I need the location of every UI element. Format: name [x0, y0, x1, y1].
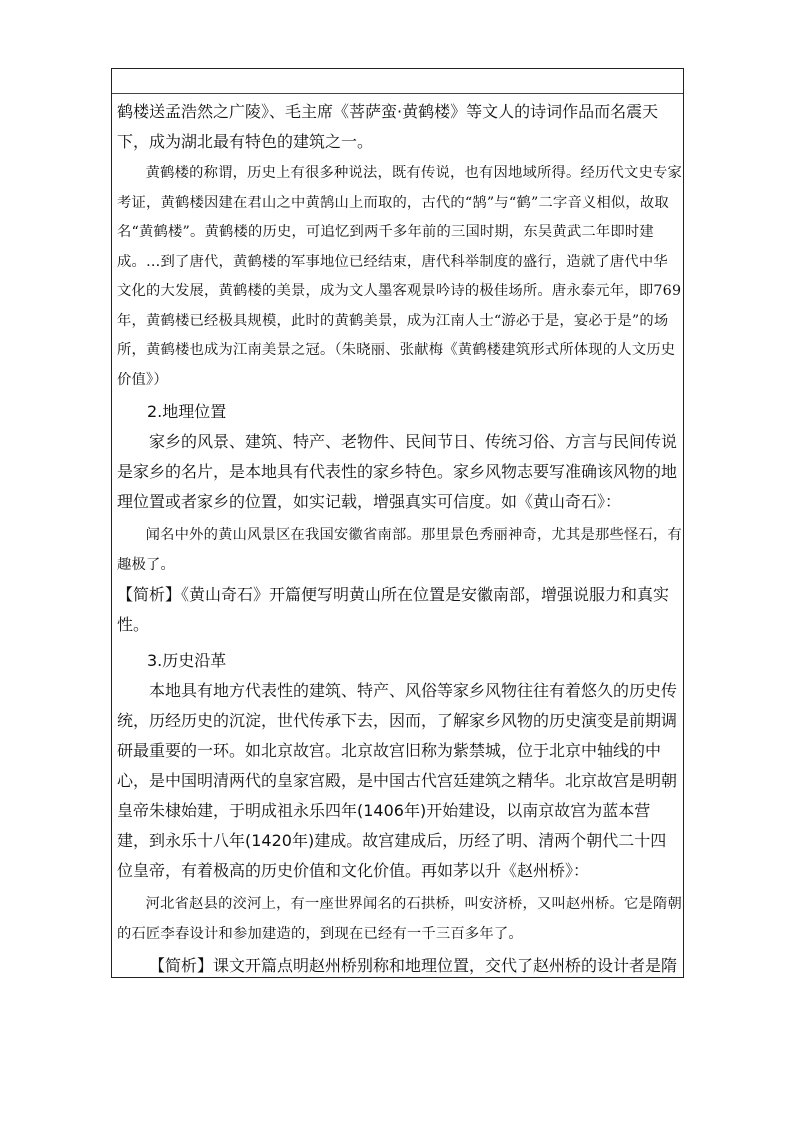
paragraph-zhaozhou-bridge-quote: 河北省赵县的洨河上，有一座世界闻名的石拱桥，叫安济桥，又叫赵州桥。它是隋朝的石匠李春设计和参加建造的，到现在已经有一千三百多年了。 — [117, 896, 682, 942]
paragraph-geographic-location: 家乡的风景、建筑、特产、老物件、民间节日、传统习俗、方言与民间传说是家乡的名片，是本地具有代表性的家乡特色。家乡风物志要写准确该风物的地理位置或者家乡的位置，如实记载，增强真实可信度。如《黄山奇石》： — [117, 432, 678, 511]
paragraph-huangshan-analysis: 【简析】《黄山奇石》开篇便写明黄山所在位置是安徽南部，增强说服力和真实性。 — [117, 585, 670, 634]
paragraph-yellow-crane-intro-tail: 鹤楼送孟浩然之广陵》、毛主席《菩萨蛮·黄鹤楼》等文人的诗词作品而名震天下，成为湖北最有特色的建筑之一。 — [117, 102, 659, 151]
heading-history: 3.历史沿革 — [147, 651, 227, 670]
document-body — [117, 97, 682, 981]
paragraph-zhaozhou-bridge-analysis: 【简析】课文开篇点明赵州桥别称和地理位置，交代了赵州桥的设计者是隋 — [149, 956, 678, 975]
paragraph-history: 本地具有地方代表性的建筑、特产、风俗等家乡风物往往有着悠久的历史传统，历经历史的沉淀，世代传承下去，因而，了解家乡风物的历史演变是前期调研最重要的一环。如北京故宫。北京故宫旧称为紫禁城，位于北京中轴线的中心，是中国明清两代的皇家宫殿，是中国古代宫廷建筑之精华。北京故宫是明朝皇帝朱棣始建，于明成祖永乐四年(1406年)开始建设，以南京故宫为蓝本营建，到永乐十八年(1420年)建成。故宫建成后，历经了明、清两个朝代二十四位皇帝，有着极高的历史价值和文化价值。再如茅以升《赵州桥》： — [117, 681, 678, 880]
paragraph-huangshan-quote: 闻名中外的黄山风景区在我国安徽省南部。那里景色秀丽神奇，尤其是那些怪石，有趣极了。 — [117, 527, 682, 573]
paragraph-yellow-crane-quote: 黄鹤楼的称谓，历史上有很多种说法，既有传说，也有因地域所得。经历代文史专家考证，黄鹤楼因建在君山之中黄鹄山上而取的，古代的“鹄”与“鹤”二字音义相似，故取名“黄鹤楼”。黄鹤楼的历史，可追忆到两千多年前的三国时期，东吴黄武二年即时建成。…到了唐代，黄鹤楼的军事地位已经结束，唐代科举制度的盛行，造就了唐代中华文化的大发展，黄鹤楼的美景，成为文人墨客观景吟诗的极佳场所。唐永泰元年，即769年，黄鹤楼已经极具规模，此时的黄鹤美景，成为江南人士“游必于是，宴必于是”的场所，黄鹤楼也成为江南美景之冠。（朱晓丽、张献梅《黄鹤楼建筑形式所体现的人文历史价值》） — [117, 165, 682, 388]
heading-geographic-location: 2.地理位置 — [147, 402, 227, 421]
table-top-rule — [112, 93, 683, 94]
